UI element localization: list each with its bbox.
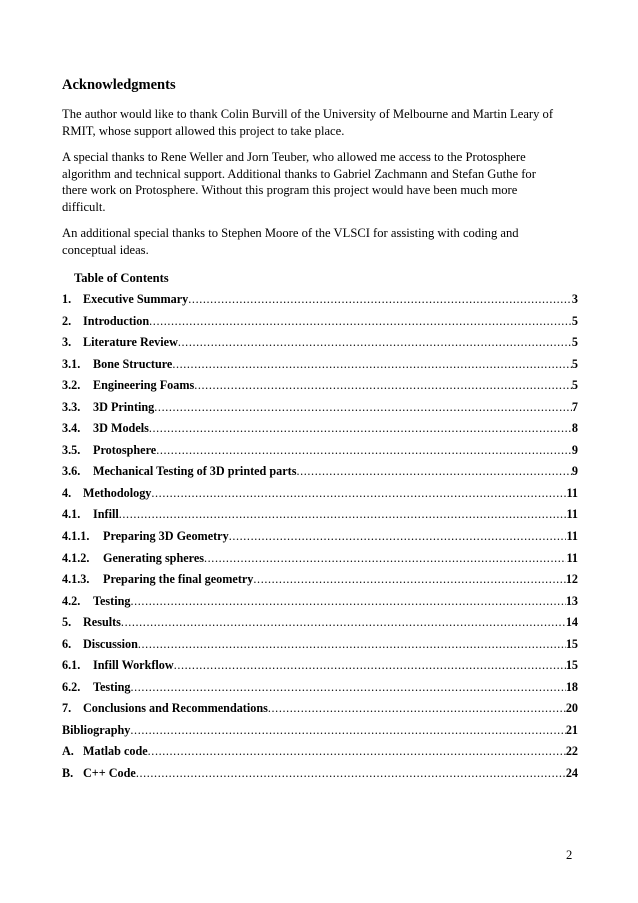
toc-dot-leader bbox=[154, 397, 572, 419]
toc-entry[interactable] bbox=[62, 763, 578, 785]
toc-entry-number: 6.2. bbox=[62, 679, 81, 694]
toc-entry-page: 11 bbox=[566, 550, 578, 565]
toc-entry-number: 6.1. bbox=[62, 658, 81, 673]
toc-dot-leader bbox=[148, 741, 566, 763]
toc-dot-leader bbox=[268, 698, 566, 720]
toc-dot-leader bbox=[204, 548, 566, 570]
toc-entry-title: Conclusions and Recommendations bbox=[83, 701, 268, 716]
toc-entry-page: 11 bbox=[566, 507, 578, 522]
toc-entry-page: 20 bbox=[565, 701, 578, 716]
toc-entry-page: 15 bbox=[565, 636, 578, 651]
toc-entry-title: Matlab code bbox=[83, 744, 148, 759]
toc-entry-number: B. bbox=[62, 766, 74, 781]
toc-entry-title: Engineering Foams bbox=[93, 378, 195, 393]
toc-entry-title: Bibliography bbox=[62, 722, 131, 737]
paragraph-line: there work on Protosphere. Without this program this project would have been much more bbox=[62, 183, 518, 197]
toc-entry-page: 3 bbox=[571, 292, 578, 306]
toc-entry-number: 3.3. bbox=[62, 399, 81, 414]
toc-entry-page: 5 bbox=[571, 356, 578, 371]
toc-entry-page: 15 bbox=[565, 658, 578, 673]
toc-entry-title: Infill bbox=[93, 507, 119, 522]
toc-entry-number: 3.1. bbox=[62, 356, 81, 371]
toc-dot-leader bbox=[149, 418, 572, 440]
toc-entry-number: 5. bbox=[62, 615, 72, 630]
toc-entry-number: 3.6. bbox=[62, 464, 81, 479]
toc-entry[interactable] bbox=[62, 440, 578, 462]
toc-dot-leader bbox=[138, 634, 566, 656]
toc-entry-title: Testing bbox=[93, 593, 131, 608]
toc-entry-number: 7. bbox=[62, 701, 72, 716]
toc-entry-title: Executive Summary bbox=[83, 292, 189, 306]
toc-entry-title: Preparing the final geometry bbox=[103, 572, 254, 587]
toc-entry-number: 3.2. bbox=[62, 378, 81, 393]
toc-entry-number: 4. bbox=[62, 485, 72, 500]
toc-entry[interactable] bbox=[62, 612, 578, 634]
toc-entry-number: 4.2. bbox=[62, 593, 81, 608]
toc-entry-page: 5 bbox=[571, 378, 578, 393]
page-number: 2 bbox=[566, 848, 573, 862]
toc-entry-title: Literature Review bbox=[83, 335, 178, 350]
toc-entry[interactable] bbox=[62, 375, 578, 397]
paragraph-line: difficult. bbox=[62, 199, 106, 214]
toc-entry-page: 24 bbox=[565, 766, 578, 781]
toc-entry-number: 1. bbox=[62, 292, 72, 306]
paragraph-line: RMIT, whose support allowed this project to take place. bbox=[62, 123, 345, 138]
toc-entry-title: 3D Printing bbox=[93, 399, 155, 414]
toc-entry-page: 8 bbox=[571, 421, 578, 436]
toc-title: Table of Contents bbox=[74, 271, 169, 285]
toc-entry[interactable] bbox=[62, 418, 578, 440]
toc-dot-leader bbox=[229, 526, 567, 548]
toc-entry-number: 3.5. bbox=[62, 442, 81, 457]
toc-entry-number: 4.1.1. bbox=[62, 529, 90, 544]
toc-entry-page: 18 bbox=[565, 679, 578, 694]
toc-dot-leader bbox=[130, 677, 565, 699]
toc-entry-number: 3.4. bbox=[62, 421, 81, 436]
toc-entry-number: 2. bbox=[62, 313, 72, 328]
toc-entry-title: C++ Code bbox=[83, 766, 136, 781]
toc-entry-title: Testing bbox=[93, 679, 131, 694]
toc-entry[interactable] bbox=[62, 591, 578, 613]
paragraph-line: algorithm and technical support. Additional thanks to Gabriel Zachmann and Stefan Guthe for bbox=[62, 166, 536, 181]
toc-entry[interactable] bbox=[62, 569, 578, 591]
toc-entry[interactable] bbox=[62, 741, 578, 763]
toc-entry[interactable] bbox=[62, 289, 578, 311]
toc-dot-leader bbox=[130, 720, 565, 742]
toc-dot-leader bbox=[149, 311, 572, 333]
toc-entry-title: Preparing 3D Geometry bbox=[103, 529, 229, 544]
toc-entry-title: Results bbox=[83, 615, 121, 630]
toc-entry-page: 5 bbox=[571, 313, 578, 328]
toc-entry-title: Generating spheres bbox=[103, 550, 204, 565]
acknowledgment-paragraph-2 bbox=[62, 149, 578, 215]
toc-entry-page: 14 bbox=[565, 615, 578, 630]
acknowledgment-paragraph-3 bbox=[62, 225, 578, 258]
toc-entry[interactable] bbox=[62, 332, 578, 354]
toc-dot-leader bbox=[174, 655, 566, 677]
paragraph-line: The author would like to thank Colin Burvill of the University of Melbourne and Martin Leary of bbox=[62, 107, 554, 121]
toc-entry-page: 5 bbox=[571, 335, 578, 350]
toc-entry[interactable] bbox=[62, 354, 578, 376]
paragraph-line: A special thanks to Rene Weller and Jorn Teuber, who allowed me access to the Protosphere bbox=[62, 150, 526, 164]
toc-entry[interactable] bbox=[62, 461, 578, 483]
toc-entry-title: Discussion bbox=[83, 636, 138, 651]
toc-entry[interactable] bbox=[62, 655, 578, 677]
toc-entry-page: 13 bbox=[565, 593, 578, 608]
toc-entry-number: 4.1. bbox=[62, 507, 81, 522]
toc-dot-leader bbox=[121, 612, 566, 634]
toc-dot-leader bbox=[172, 354, 572, 376]
toc-dot-leader bbox=[178, 332, 572, 354]
toc-entry[interactable] bbox=[62, 397, 578, 419]
toc-entry-title: Mechanical Testing of 3D printed parts bbox=[93, 464, 297, 479]
toc-entry-title: Introduction bbox=[83, 313, 150, 328]
toc-entry[interactable] bbox=[62, 504, 578, 526]
table-of-contents bbox=[62, 289, 578, 785]
acknowledgment-paragraph-1 bbox=[62, 106, 578, 139]
toc-entry-page: 7 bbox=[571, 399, 578, 414]
toc-dot-leader bbox=[151, 483, 566, 505]
toc-entry-title: 3D Models bbox=[93, 421, 149, 436]
toc-entry-number: 3. bbox=[62, 335, 72, 350]
toc-entry-page: 9 bbox=[571, 442, 578, 457]
toc-entry-number: 4.1.2. bbox=[62, 550, 90, 565]
toc-entry[interactable] bbox=[62, 548, 578, 570]
toc-entry-number: 4.1.3. bbox=[62, 572, 90, 587]
toc-entry[interactable] bbox=[62, 483, 578, 505]
toc-entry-page: 21 bbox=[565, 722, 578, 737]
toc-dot-leader bbox=[194, 375, 572, 397]
toc-entry-title: Methodology bbox=[83, 485, 152, 500]
toc-dot-leader bbox=[156, 440, 572, 462]
toc-entry-page: 22 bbox=[565, 744, 578, 759]
toc-entry-title: Infill Workflow bbox=[93, 658, 174, 673]
paragraph-line: conceptual ideas. bbox=[62, 242, 149, 257]
toc-entry-page: 11 bbox=[566, 529, 578, 544]
toc-entry[interactable] bbox=[62, 677, 578, 699]
toc-dot-leader bbox=[296, 461, 571, 483]
toc-entry[interactable] bbox=[62, 720, 578, 742]
toc-entry-page: 11 bbox=[566, 485, 578, 500]
toc-dot-leader bbox=[130, 591, 565, 613]
toc-entry[interactable] bbox=[62, 526, 578, 548]
toc-dot-leader bbox=[253, 569, 565, 591]
toc-entry-number: 6. bbox=[62, 636, 72, 651]
toc-entry-page: 9 bbox=[571, 464, 578, 479]
toc-entry-page: 12 bbox=[565, 572, 578, 587]
toc-dot-leader bbox=[119, 504, 567, 526]
toc-entry[interactable] bbox=[62, 698, 578, 720]
paragraph-line: An additional special thanks to Stephen Moore of the VLSCI for assisting with coding and bbox=[62, 226, 519, 240]
toc-entry[interactable] bbox=[62, 634, 578, 656]
toc-entry-number: A. bbox=[62, 744, 74, 759]
toc-entry-title: Bone Structure bbox=[93, 356, 173, 371]
toc-dot-leader bbox=[188, 289, 572, 311]
acknowledgments-heading: Acknowledgments bbox=[62, 77, 176, 93]
toc-entry[interactable] bbox=[62, 311, 578, 333]
toc-entry-title: Protosphere bbox=[93, 442, 157, 457]
toc-dot-leader bbox=[136, 763, 566, 785]
